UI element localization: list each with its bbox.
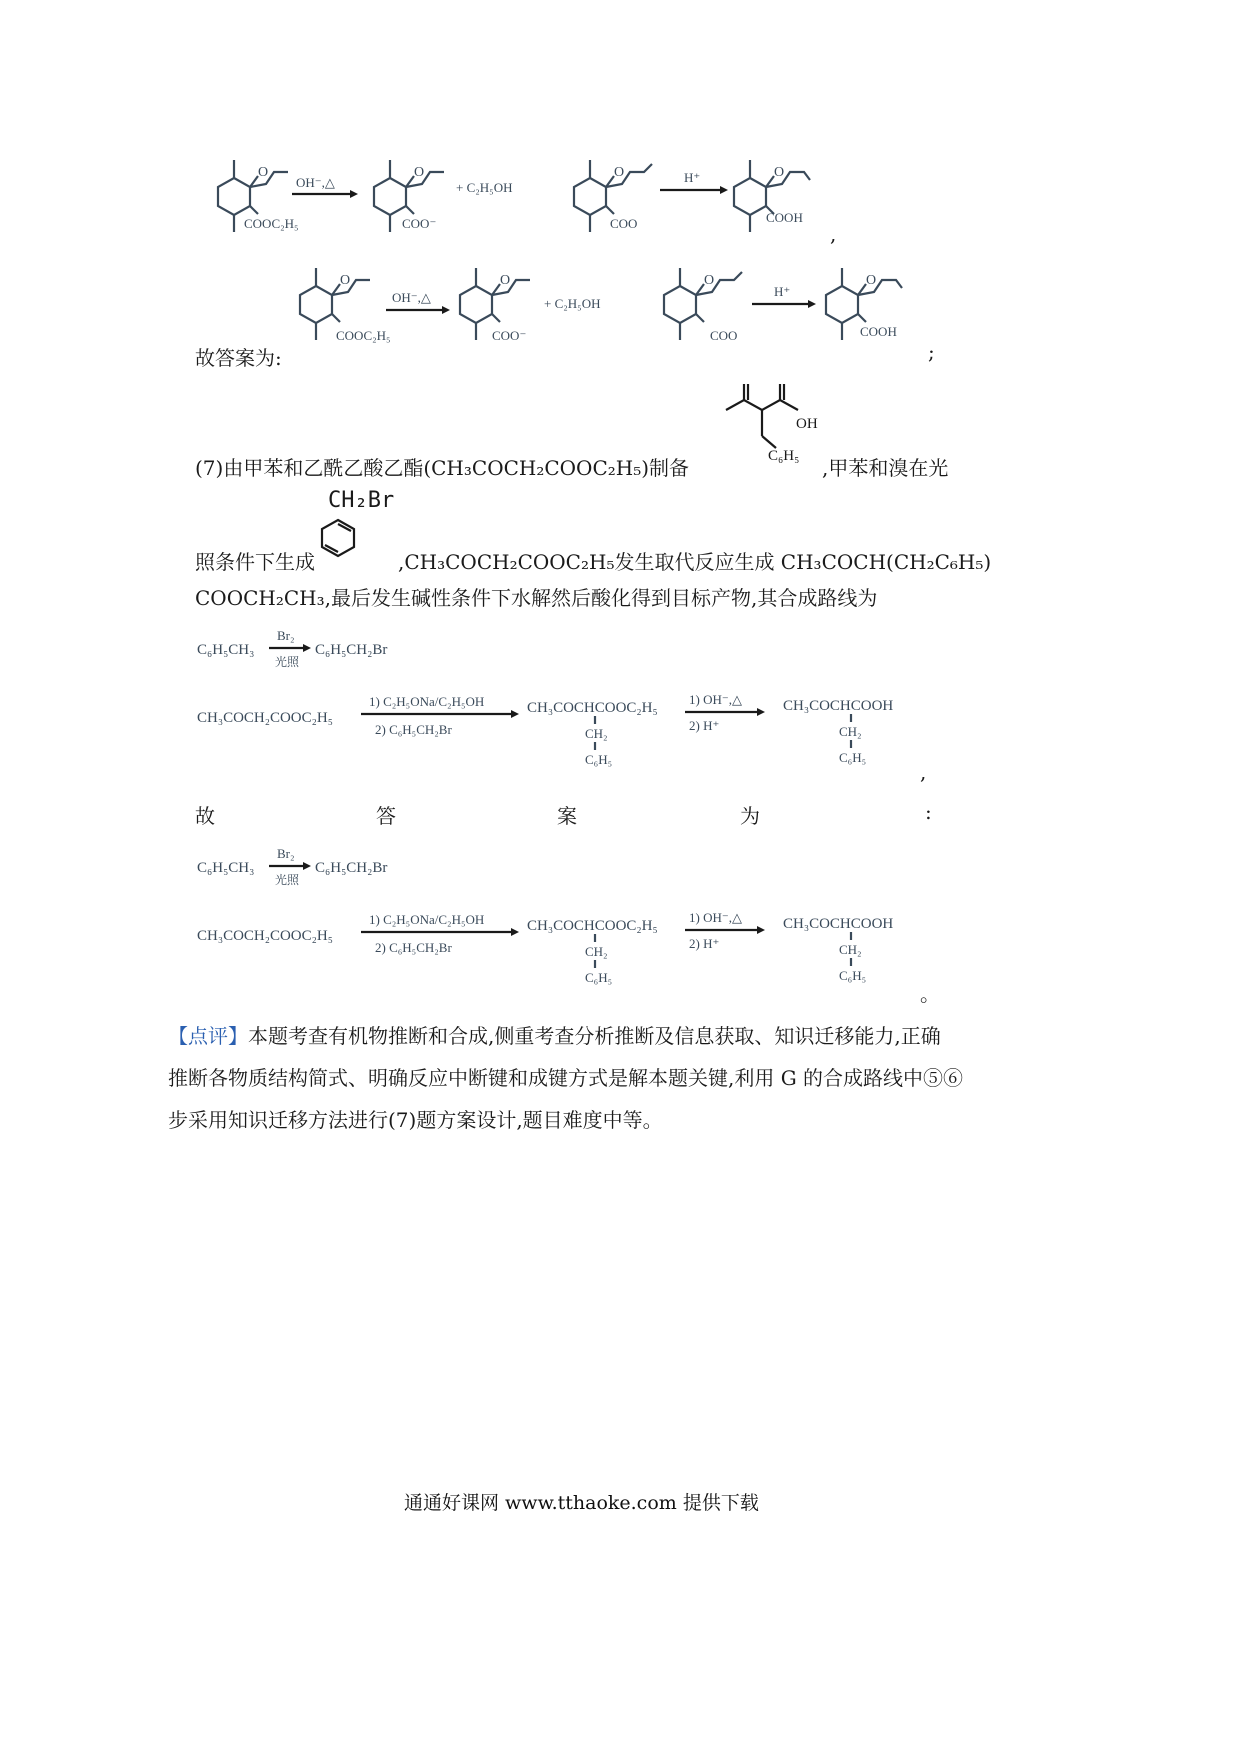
byproduct-label: + C₂H₅OH (544, 296, 601, 311)
benzyl-bromide-label: CH₂Br (328, 488, 395, 513)
answer-lead: 故答案为: (195, 346, 282, 370)
ketoester-structure (300, 268, 391, 343)
svg-text:COO⁻: COO⁻ (402, 216, 437, 231)
svg-text:O: O (500, 273, 511, 288)
arrowhead-2 (720, 186, 728, 194)
carboxylate-structure (374, 160, 444, 232)
svg-text:O: O (414, 165, 425, 180)
svg-text:C₆H₅CH₂Br: C₆H₅CH₂Br (315, 860, 388, 876)
svg-text:2) C₆H₅CH₂Br: 2) C₆H₅CH₂Br (375, 722, 452, 737)
svg-text:O: O (614, 165, 625, 180)
svg-text:CH₃COCHCOOC₂H₅: CH₃COCHCOOC₂H₅ (527, 918, 658, 934)
byproduct-label: + C₂H₅OH (456, 180, 513, 195)
part7-line3: COOCH₂CH₃,最后发生碱性条件下水解然后酸化得到目标产物,其合成路线为 (195, 586, 878, 610)
svg-text:C₆H₅: C₆H₅ (768, 448, 800, 464)
acid-condition-label: H⁺ (684, 170, 701, 185)
arrowhead (350, 190, 358, 198)
comment-line2: 推断各物质结构简式、明确反应中断键和成键方式是解本题关键,利用 G 的合成路线中⑤⑥ (168, 1066, 964, 1090)
svg-text:OH: OH (796, 416, 818, 432)
ketoester-structure (218, 160, 299, 232)
acid-product-structure (826, 268, 902, 340)
synthesis-route-2 (195, 836, 925, 996)
svg-text:Br₂: Br₂ (277, 846, 295, 861)
comment-line3: 步采用知识迁移方法进行(7)题方案设计,题目难度中等。 (168, 1108, 663, 1132)
target-molecule (716, 378, 826, 470)
svg-text:C₆H₅: C₆H₅ (839, 750, 867, 765)
svg-text:1) OH⁻,△: 1) OH⁻,△ (689, 692, 742, 707)
trail-punct: , (920, 760, 927, 784)
svg-text:COO: COO (710, 328, 738, 343)
svg-text:CH₂: CH₂ (585, 726, 608, 741)
svg-text:COO: COO (610, 216, 638, 231)
svg-text:COOC₂H₅: COOC₂H₅ (336, 328, 391, 343)
svg-text:CH₃COCHCOOH: CH₃COCHCOOH (783, 698, 894, 714)
svg-text:CH₂: CH₂ (839, 942, 862, 957)
page-footer: 通通好课网 www.tthaoke.com 提供下载 (404, 1492, 759, 1514)
svg-text:1) OH⁻,△: 1) OH⁻,△ (689, 910, 742, 925)
svg-text:C₆H₅: C₆H₅ (839, 968, 867, 983)
trail-punct: 。 (920, 982, 940, 1006)
svg-text:COOH: COOH (860, 324, 897, 339)
svg-text:光照: 光照 (275, 873, 300, 887)
answer-char: : (925, 800, 932, 824)
carboxylate-structure-2 (664, 268, 742, 343)
svg-text:O: O (774, 165, 785, 180)
svg-text:CH₃COCHCOOH: CH₃COCHCOOH (783, 916, 894, 932)
answer-char: 答 (376, 804, 396, 828)
svg-text:CH₂: CH₂ (839, 724, 862, 739)
carboxylate-structure-2 (574, 160, 652, 232)
svg-text:O: O (866, 273, 877, 288)
svg-text:O: O (258, 165, 269, 180)
svg-text:COOC₂H₅: COOC₂H₅ (244, 216, 299, 231)
part7-line1: (7)由甲苯和乙酰乙酸乙酯(CH₃COCH₂COOC₂H₅)制备 (195, 456, 690, 480)
part7-line1b: ,甲苯和溴在光 (822, 456, 949, 480)
condition-label: OH⁻,△ (392, 290, 431, 305)
svg-text:C₆H₅: C₆H₅ (585, 970, 613, 985)
arrowhead-2 (808, 300, 816, 308)
svg-text:2) H⁺: 2) H⁺ (689, 718, 720, 733)
svg-text:CH₃COCHCOOC₂H₅: CH₃COCHCOOC₂H₅ (527, 700, 658, 716)
carboxylate-structure (460, 268, 530, 343)
trail-punct: ; (928, 340, 935, 364)
part7-line2a: 照条件下生成 (195, 550, 315, 574)
svg-text:C₆H₅CH₂Br: C₆H₅CH₂Br (315, 642, 388, 658)
arrowhead (442, 306, 450, 314)
answer-scheme-1 (282, 258, 942, 358)
svg-text:COO⁻: COO⁻ (492, 328, 527, 343)
svg-text:CH₃COCH₂COOC₂H₅: CH₃COCH₂COOC₂H₅ (197, 928, 333, 944)
comment-text: 本题考查有机物推断和合成,侧重考查分析推断及信息获取、知识迁移能力,正确 (248, 1024, 941, 1048)
svg-text:C₆H₅CH₃: C₆H₅CH₃ (197, 860, 255, 876)
comment-tag: 【点评】 (168, 1024, 248, 1048)
trail-punct: , (830, 222, 837, 246)
svg-text:C₆H₅: C₆H₅ (585, 752, 613, 767)
acid-condition-label: H⁺ (774, 284, 791, 299)
benzene-ring (318, 516, 358, 560)
svg-text:2) H⁺: 2) H⁺ (689, 936, 720, 951)
acid-product-structure (734, 160, 810, 232)
svg-text:COOH: COOH (766, 210, 803, 225)
svg-text:O: O (704, 273, 715, 288)
answer-char: 案 (557, 804, 577, 828)
svg-text:光照: 光照 (275, 655, 300, 669)
svg-text:CH₂: CH₂ (585, 944, 608, 959)
answer-char: 故 (195, 804, 215, 828)
svg-text:O: O (340, 273, 351, 288)
comment-line1 (168, 1020, 941, 1049)
part7-line2b: ,CH₃COCH₂COOC₂H₅发生取代反应生成 CH₃COCH(CH₂C₆H₅) (398, 550, 992, 574)
reaction-scheme-1 (200, 150, 960, 260)
condition-label: OH⁻,△ (296, 175, 335, 190)
svg-text:2) C₆H₅CH₂Br: 2) C₆H₅CH₂Br (375, 940, 452, 955)
svg-text:Br₂: Br₂ (277, 628, 295, 643)
svg-text:1) C₂H₅ONa/C₂H₅OH: 1) C₂H₅ONa/C₂H₅OH (369, 694, 485, 709)
synthesis-route-1 (195, 618, 925, 778)
svg-text:1) C₂H₅ONa/C₂H₅OH: 1) C₂H₅ONa/C₂H₅OH (369, 912, 485, 927)
svg-text:C₆H₅CH₃: C₆H₅CH₃ (197, 642, 255, 658)
answer-char: 为 (740, 804, 760, 828)
svg-text:CH₃COCH₂COOC₂H₅: CH₃COCH₂COOC₂H₅ (197, 710, 333, 726)
